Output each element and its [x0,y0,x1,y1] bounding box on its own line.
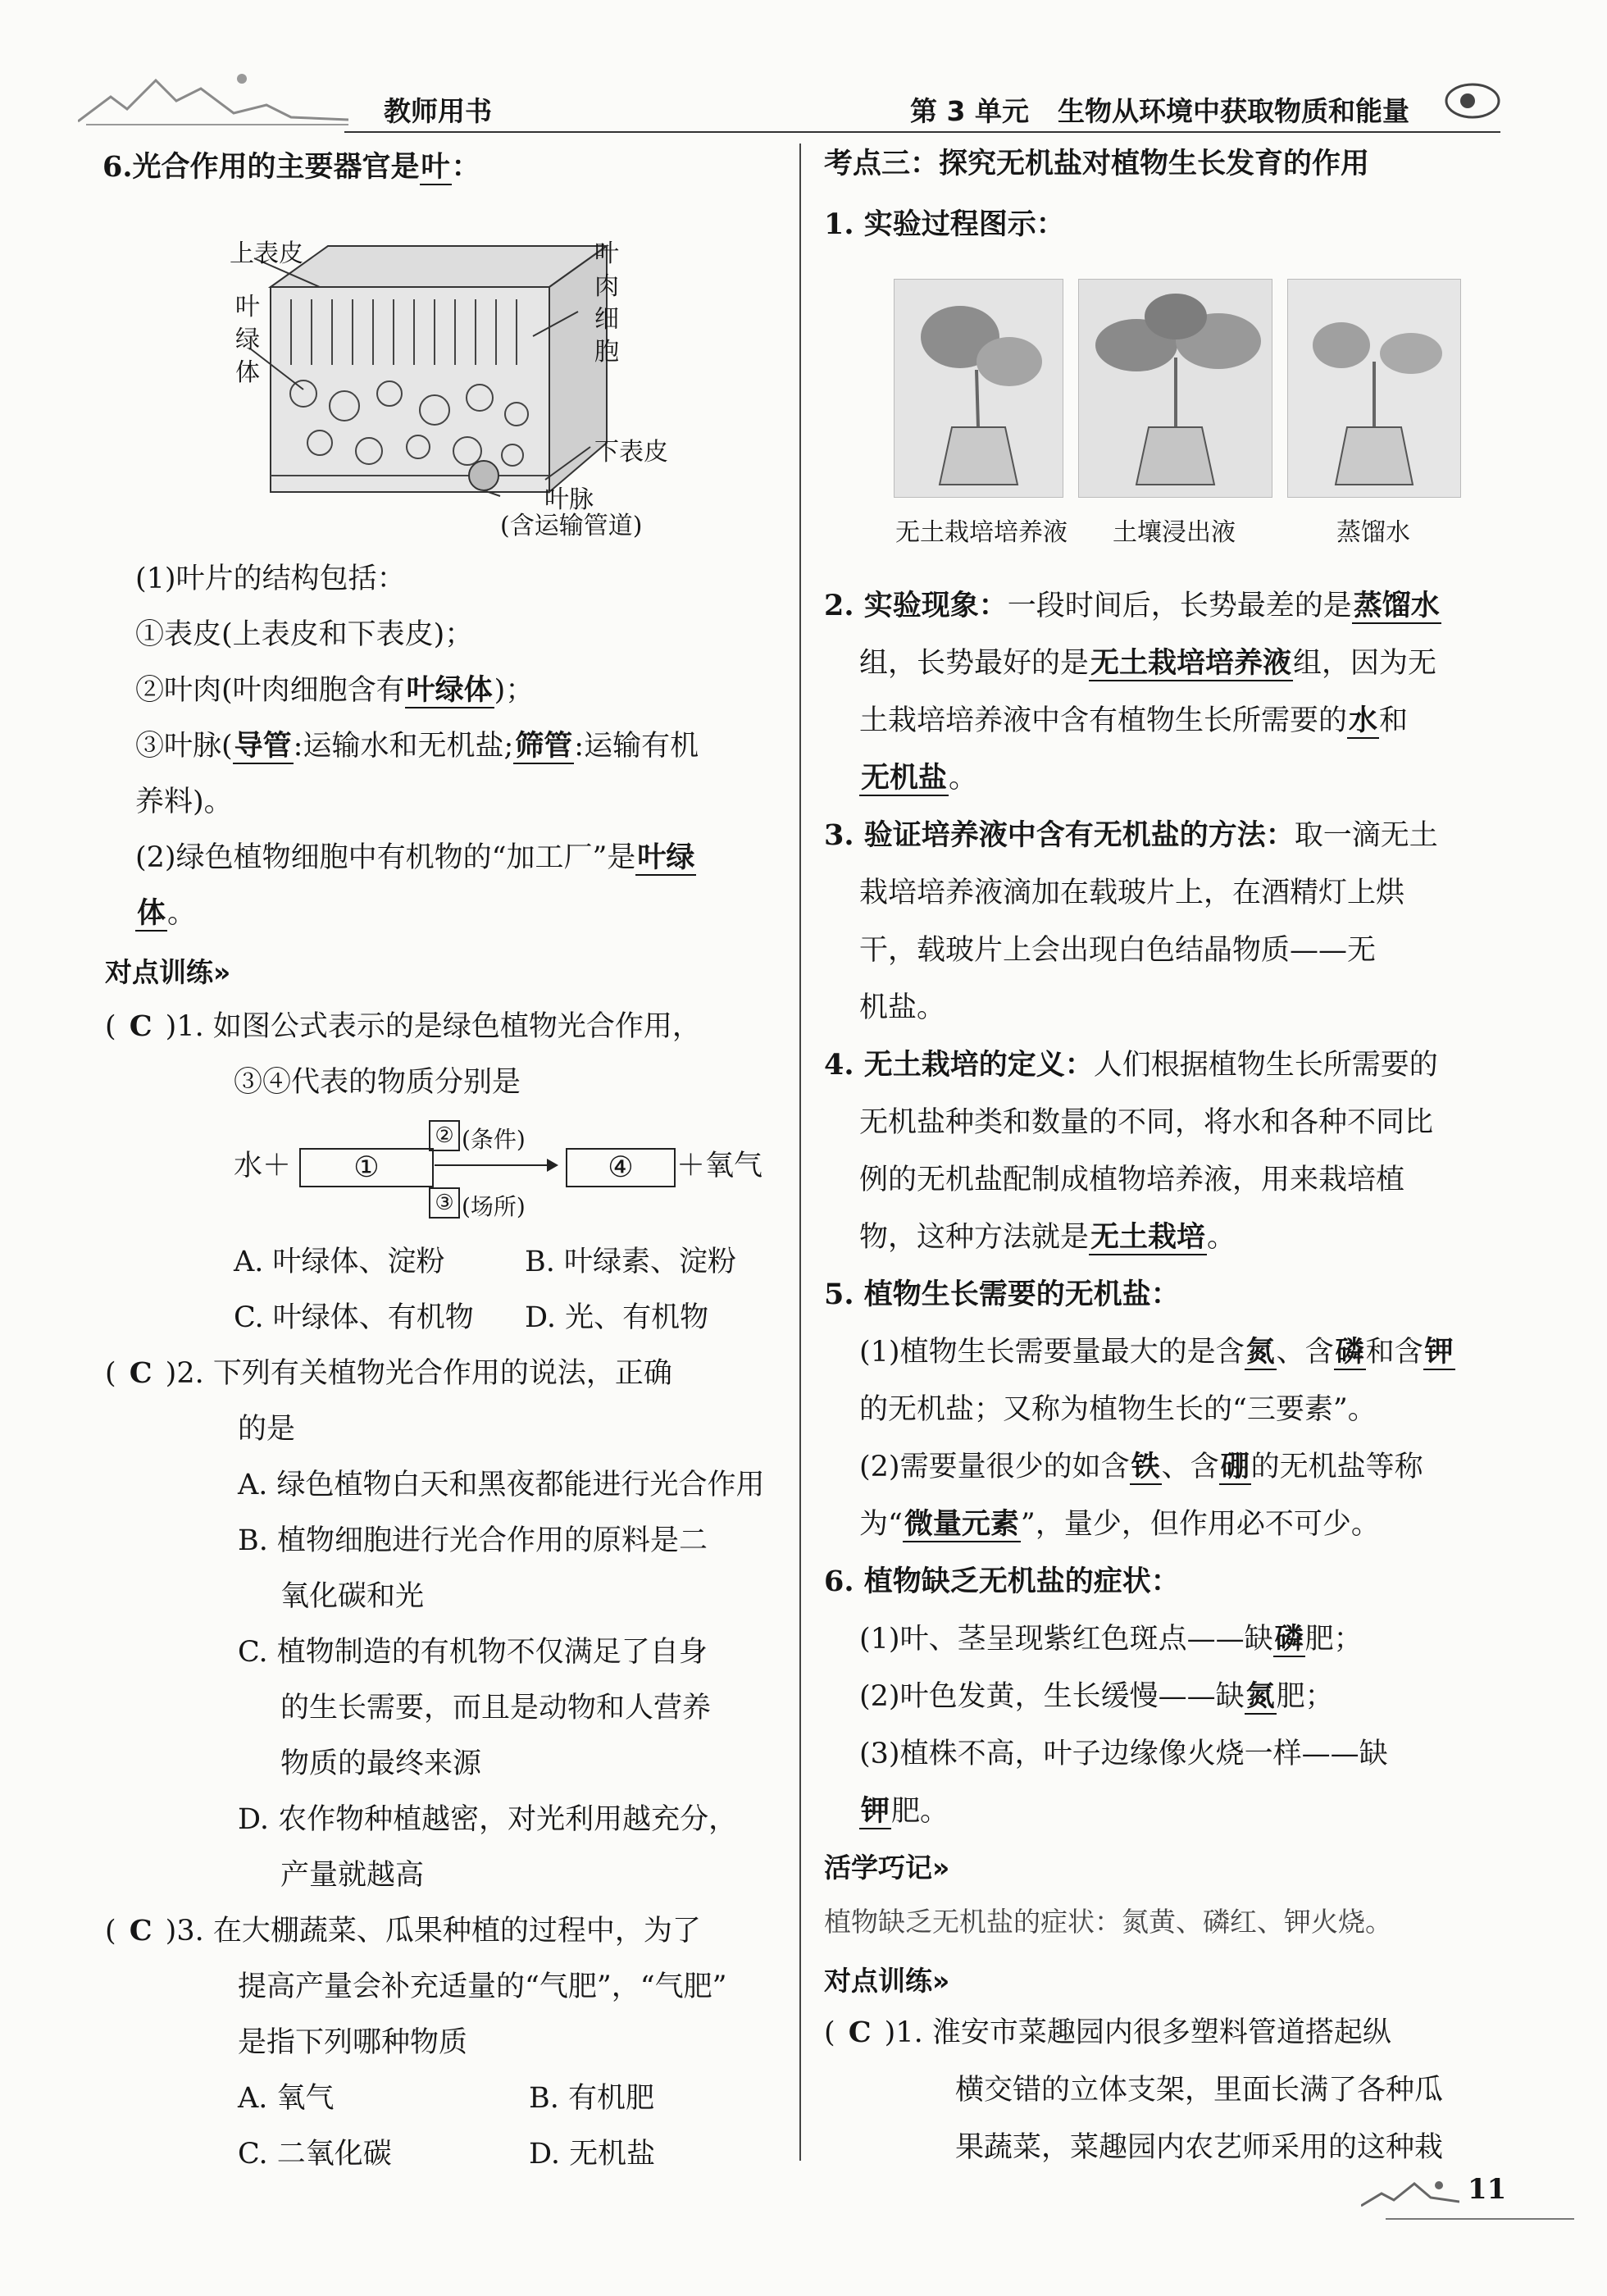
footer-mountain-decoration [1361,2177,1459,2210]
left-q2-line2: 的是 [238,1413,296,1446]
section-3-line4: 机盐。 [859,991,946,1024]
label-vein-sub: (含运输管道) [500,512,643,540]
left-q1-option-d: D. 光、有机物 [525,1301,709,1334]
section-5-title: 5. 植物生长需要的无机盐： [824,1278,1180,1311]
left-q1-line2: ③④代表的物质分别是 [234,1066,521,1099]
left-q1-option-a: A. 叶绿体、淀粉 [234,1246,445,1278]
section-5-line3: (2)需要量很少的如含铁、含硼的无机盐等称 [859,1450,1423,1483]
left-q2-option-a: A. 绿色植物白天和黑夜都能进行光合作用 [238,1469,765,1501]
label-lower-epidermis: 下表皮 [594,438,668,467]
kaodian-three-title: 考点三：探究无机盐对植物生长发育的作用 [824,147,1370,180]
left-q2-option-c3: 物质的最终来源 [280,1747,482,1780]
formula-box-1: ① [299,1148,434,1187]
page-number: 11 [1468,2173,1507,2206]
header-landscape-decoration [78,64,348,130]
mnemonic-text: 植物缺乏无机盐的症状：氮黄、磷红、钾火烧。 [824,1906,1392,1938]
header-eye-icon [1443,80,1502,121]
section-6-line3: (3)植株不高，叶子边缘像火烧一样——缺 [859,1738,1388,1770]
section-4-line4: 物，这种方法就是无土栽培。 [859,1220,1236,1254]
right-q1-line2: 横交错的立体支架，里面长满了各种瓜 [955,2074,1444,2107]
section-2-line3: 土栽培培养液中含有植物生长所需要的水和 [859,704,1409,737]
leaf-vein-line1: ③叶脉(导管:运输水和无机盐;筛管:运输有机 [135,729,699,763]
right-training-title: 对点训练» [824,1965,950,1997]
chloroplast-factory-line2: 体。 [137,896,197,930]
mnemonic-title: 活学巧记» [824,1852,950,1884]
formula-box-3: ③ [429,1187,460,1219]
section-2-line1: 2. 实验现象：一段时间后，长势最差的是蒸馏水 [824,589,1440,622]
section-6-title: 6. 植物缺乏无机盐的症状： [824,1565,1180,1598]
caption-distilled-water: 蒸馏水 [1336,518,1410,547]
left-q1-option-c: C. 叶绿体、有机物 [234,1301,474,1334]
left-q2-option-d2: 产量就越高 [280,1859,425,1892]
header-left-title: 教师用书 [384,95,492,127]
label-chloroplast: 叶 绿 体 [235,293,260,387]
double-chevron-icon: » [932,1852,950,1884]
left-q3-line2: 提高产量会补充适量的“气肥”，“气肥” [238,1970,727,2003]
section-4-line1: 4. 无土栽培的定义：人们根据植物生长所需要的 [824,1048,1438,1082]
left-q2-option-d1: D. 农作物种植越密，对光利用越充分， [238,1803,738,1836]
label-mesophyll-cell: 叶 肉 细 胞 [594,239,619,367]
leaf-vein-line2: 养料)。 [135,786,233,818]
caption-hydroponic: 无土栽培培养液 [895,518,1068,547]
right-q1-line1: ( C )1. 淮安市菜趣园内很多塑料管道搭起纵 [824,2005,1391,2061]
left-q2-option-c2: 的生长需要，而且是动物和人营养 [280,1692,712,1724]
left-q2-option-b1: B. 植物细胞进行光合作用的原料是二 [238,1524,708,1557]
section-2-line4: 无机盐。 [861,761,978,795]
section-2-line2: 组，长势最好的是无土栽培培养液组，因为无 [859,646,1437,680]
left-q1-answer: C [129,1009,153,1043]
right-q1-line3: 果蔬菜，菜趣园内农艺师采用的这种栽 [955,2131,1444,2164]
left-q1-line1: ( C )1. 如图公式表示的是绿色植物光合作用， [105,999,701,1055]
photo-hydroponic-solution [894,279,1063,498]
column-divider [799,144,801,2161]
header-unit: 第 3 单元 [910,95,1029,127]
left-q2-option-c1: C. 植物制造的有机物不仅满足了自身 [238,1636,708,1669]
header-rule [344,131,1500,133]
left-q3-option-c: C. 二氧化碳 [238,2138,392,2171]
section-3-line2: 栽培培养液滴加在载玻片上，在酒精灯上烘 [859,877,1405,909]
left-q3-option-b: B. 有机肥 [529,2082,654,2115]
left-q2-option-b2: 氧化碳和光 [280,1580,425,1613]
formula-arrow [435,1164,553,1166]
leaf-structure-intro: (1)叶片的结构包括： [135,563,406,595]
section-5-line4: 为“微量元素”，量少，但作用必不可少。 [859,1507,1380,1541]
photo-distilled-water [1287,279,1461,498]
section-3-line1: 3. 验证培养液中含有无机盐的方法：取一滴无土 [824,818,1438,852]
section-6-line2: (2)叶色发黄，生长缓慢——缺氮肥； [859,1679,1334,1713]
photosynthesis-formula: 水＋ ① ② (条件) ③ (场所) ④ ＋氧气 [234,1115,767,1222]
formula-box-4: ④ [566,1148,676,1187]
photo-soil-extract [1078,279,1272,498]
left-q2-line1: ( C )2. 下列有关植物光合作用的说法，正确 [105,1346,672,1401]
footer-rule [1386,2218,1574,2220]
right-q1-answer: C [848,2016,872,2049]
chloroplast-factory-line1: (2)绿色植物细胞中有机物的“加工厂”是叶绿 [135,840,695,874]
left-q3-line1: ( C )3. 在大棚蔬菜、瓜果种植的过程中，为了 [105,1903,701,1959]
q6-title: 6.光合作用的主要器官是叶： [102,150,480,184]
section-6-line1: (1)叶、茎呈现紫红色斑点——缺磷肥； [859,1622,1363,1656]
double-chevron-icon: » [932,1965,950,1997]
leaf-epidermis: ①表皮(上表皮和下表皮)； [135,618,474,651]
header-unit-title: 生物从环境中获取物质和能量 [1058,95,1409,127]
left-training-title: 对点训练» [105,956,231,988]
left-q2-answer: C [129,1356,153,1390]
leaf-mesophyll: ②叶肉(叶肉细胞含有叶绿体)； [135,673,535,707]
formula-box-2: ② [429,1120,460,1151]
left-q3-line3: 是指下列哪种物质 [238,2026,468,2059]
section-4-line3: 例的无机盐配制成植物培养液，用来栽培植 [859,1164,1405,1196]
section-5-line1: (1)植物生长需要量最大的是含氮、含磷和含钾 [859,1335,1454,1369]
label-upper-epidermis: 上表皮 [230,239,303,268]
section-4-line2: 无机盐种类和数量的不同，将水和各种不同比 [859,1106,1434,1139]
section-6-line4: 钾肥。 [861,1794,949,1828]
section-3-line3: 干，载玻片上会出现白色结晶物质——无 [859,934,1377,967]
left-q3-option-a: A. 氧气 [238,2082,335,2115]
section-5-line2: 的无机盐；又称为植物生长的“三要素”。 [859,1393,1377,1426]
double-chevron-icon: » [213,956,231,988]
left-q1-option-b: B. 叶绿素、淀粉 [525,1246,736,1278]
caption-soil-extract: 土壤浸出液 [1113,518,1236,547]
left-q3-option-d: D. 无机盐 [529,2138,656,2171]
section-1-title: 1. 实验过程图示： [824,207,1065,241]
left-q3-answer: C [129,1914,153,1947]
label-vein: 叶脉 [544,485,594,514]
